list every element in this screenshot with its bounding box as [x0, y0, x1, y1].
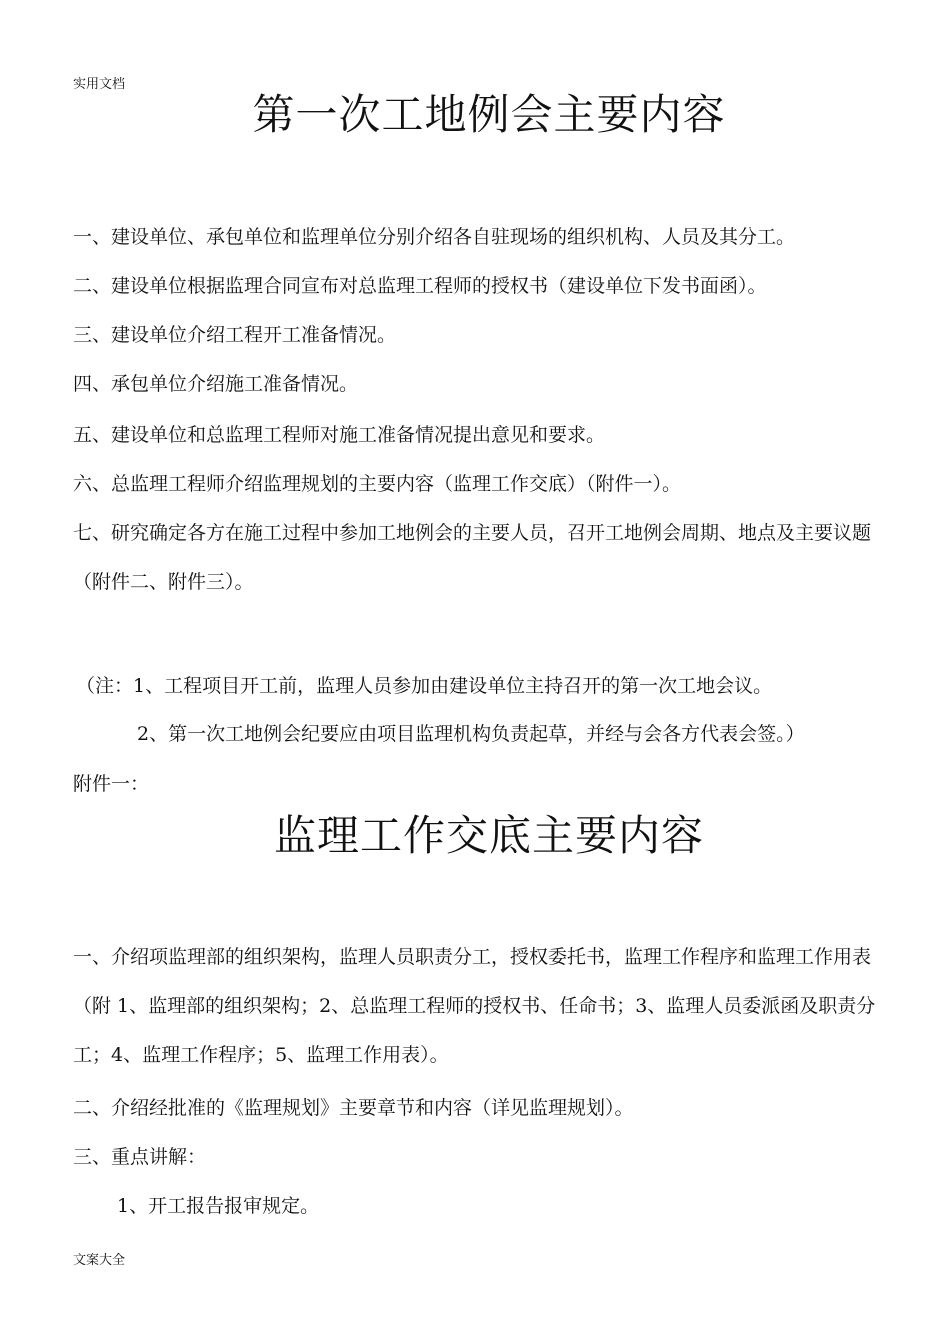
section-item-3: 三、重点讲解：: [73, 1146, 207, 1168]
item-3: 三、建设单位介绍工程开工准备情况。: [73, 324, 397, 346]
item-2: 二、建设单位根据监理合同宣布对总监理工程师的授权书（建设单位下发书面函）。: [73, 275, 767, 297]
section-title: 监理工作交底主要内容: [273, 811, 704, 860]
main-title: 第一次工地例会主要内容: [252, 90, 726, 139]
item-5: 五、建设单位和总监理工程师对施工准备情况提出意见和要求。: [73, 424, 606, 446]
item-1: 一、建设单位、承包单位和监理单位分别介绍各自驻现场的组织机构、人员及其分工。: [73, 226, 796, 248]
section-subitem-1: 1、开工报告报审规定。: [117, 1195, 320, 1217]
page-footer: 文案大全: [73, 1253, 126, 1268]
item-4: 四、承包单位介绍施工准备情况。: [73, 373, 359, 395]
item-6: 六、总监理工程师介绍监理规划的主要内容（监理工作交底）（附件一）。: [73, 473, 682, 495]
item-7: 七、研究确定各方在施工过程中参加工地例会的主要人员，召开工地例会周期、地点及主要议题（附件二、附件三）。: [73, 522, 872, 593]
page-header: 实用文档: [73, 77, 126, 92]
note-1: （注：1、工程项目开工前，监理人员参加由建设单位主持召开的第一次工地会议。: [76, 675, 773, 697]
section-item-2: 二、介绍经批准的《监理规划》主要章节和内容（详见监理规划）。: [73, 1097, 634, 1119]
note-2: 2、第一次工地例会纪要应由项目监理机构负责起草，并经与会各方代表会签。）: [137, 723, 805, 745]
section-item-1: 一、介绍项监理部的组织架构，监理人员职责分工，授权委托书，监理工作程序和监理工作用表（附 1、监理部的组织架构；2、总监理工程师的授权书、任命书；3、监理人员委派函及职责分工；4、监理工作程序；5、监理工作用表）。: [73, 946, 876, 1066]
attachment-label: 附件一：: [73, 773, 150, 795]
